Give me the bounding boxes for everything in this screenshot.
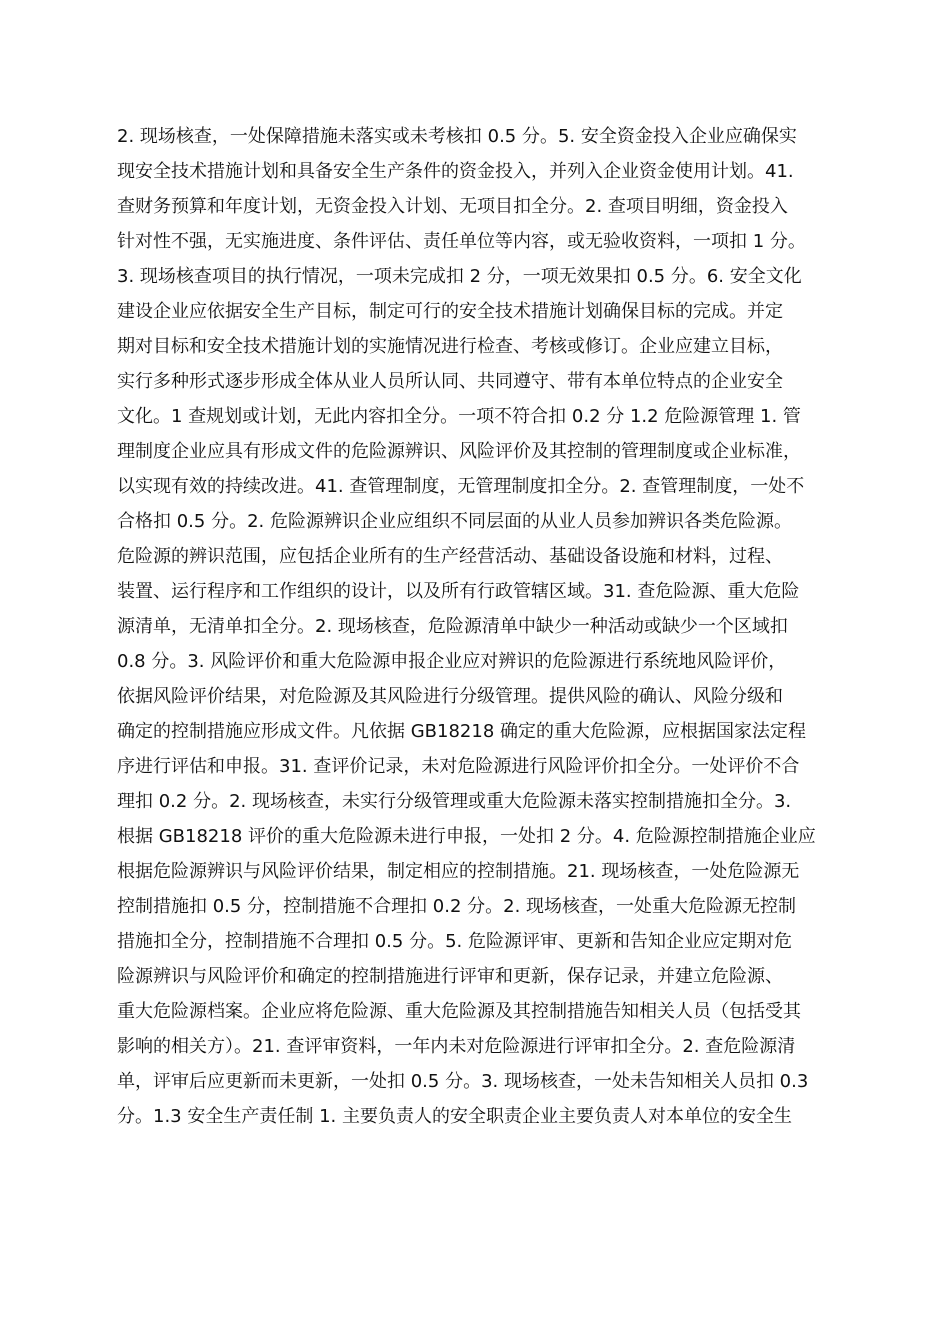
text-line: 单，评审后应更新而未更新，一处扣 0.5 分。3. 现场核查，一处未告知相关人员扣 0.3 <box>117 1071 809 1092</box>
text-line: 措施扣全分，控制措施不合理扣 0.5 分。5. 危险源评审、更新和告知企业应定期对危 <box>117 931 792 952</box>
text-line: 文化。1 查规划或计划，无此内容扣全分。一项不符合扣 0.2 分 1.2 危险源管理 1. 管 <box>117 406 801 427</box>
text-line: 理制度企业应具有形成文件的危险源辨识、风险评价及其控制的管理制度或企业标准， <box>117 441 801 462</box>
text-line: 建设企业应依据安全生产目标，制定可行的安全技术措施计划确保目标的完成。并定 <box>117 301 783 322</box>
text-line: 实行多种形式逐步形成全体从业人员所认同、共同遵守、带有本单位特点的企业安全 <box>117 371 783 392</box>
text-line: 理扣 0.2 分。2. 现场核查，未实行分级管理或重大危险源未落实控制措施扣全分。3. <box>117 791 792 812</box>
text-line: 分。1.3 安全生产责任制 1. 主要负责人的安全职责企业主要负责人对本单位的安全生 <box>117 1106 792 1127</box>
body-text <box>117 119 837 1134</box>
text-line: 以实现有效的持续改进。41. 查管理制度，无管理制度扣全分。2. 查管理制度，一处不 <box>117 476 805 497</box>
text-line: 装置、运行程序和工作组织的设计，以及所有行政管辖区域。31. 查危险源、重大危险 <box>117 581 800 602</box>
text-line: 期对目标和安全技术措施计划的实施情况进行检查、考核或修订。企业应建立目标， <box>117 336 783 357</box>
text-line: 源清单，无清单扣全分。2. 现场核查，危险源清单中缺少一种活动或缺少一个区域扣 <box>117 616 788 637</box>
text-line: 针对性不强，无实施进度、条件评估、责任单位等内容，或无验收资料，一项扣 1 分。 <box>117 231 806 252</box>
text-line: 确定的控制措施应形成文件。凡依据 GB18218 确定的重大危险源，应根据国家法定程 <box>117 721 806 742</box>
text-line: 查财务预算和年度计划，无资金投入计划、无项目扣全分。2. 查项目明细，资金投入 <box>117 196 788 217</box>
text-line: 根据危险源辨识与风险评价结果，制定相应的控制措施。21. 现场核查，一处危险源无 <box>117 861 800 882</box>
text-line: 合格扣 0.5 分。2. 危险源辨识企业应组织不同层面的从业人员参加辨识各类危险源。 <box>117 511 792 532</box>
text-line: 序进行评估和申报。31. 查评价记录，未对危险源进行风险评价扣全分。一处评价不合 <box>117 756 800 777</box>
text-line: 2. 现场核查，一处保障措施未落实或未考核扣 0.5 分。5. 安全资金投入企业应确保实 <box>117 126 797 147</box>
text-line: 影响的相关方）。21. 查评审资料，一年内未对危险源进行评审扣全分。2. 查危险源清 <box>117 1036 796 1057</box>
text-line: 根据 GB18218 评价的重大危险源未进行申报，一处扣 2 分。4. 危险源控制措施企业应 <box>117 826 816 847</box>
text-line: 0.8 分。3. 风险评价和重大危险源申报企业应对辨识的危险源进行系统地风险评价， <box>117 651 787 672</box>
text-line: 重大危险源档案。企业应将危险源、重大危险源及其控制措施告知相关人员（包括受其 <box>117 1001 801 1022</box>
text-line: 危险源的辨识范围，应包括企业所有的生产经营活动、基础设备设施和材料，过程、 <box>117 546 783 567</box>
text-line: 控制措施扣 0.5 分，控制措施不合理扣 0.2 分。2. 现场核查，一处重大危险源无控制 <box>117 896 797 917</box>
text-line: 险源辨识与风险评价和确定的控制措施进行评审和更新，保存记录，并建立危险源、 <box>117 966 783 987</box>
text-line: 依据风险评价结果，对危险源及其风险进行分级管理。提供风险的确认、风险分级和 <box>117 686 783 707</box>
text-line: 3. 现场核查项目的执行情况，一项未完成扣 2 分，一项无效果扣 0.5 分。6. 安全文化 <box>117 266 802 287</box>
text-line: 现安全技术措施计划和具备安全生产条件的资金投入，并列入企业资金使用计划。41. <box>117 161 794 182</box>
